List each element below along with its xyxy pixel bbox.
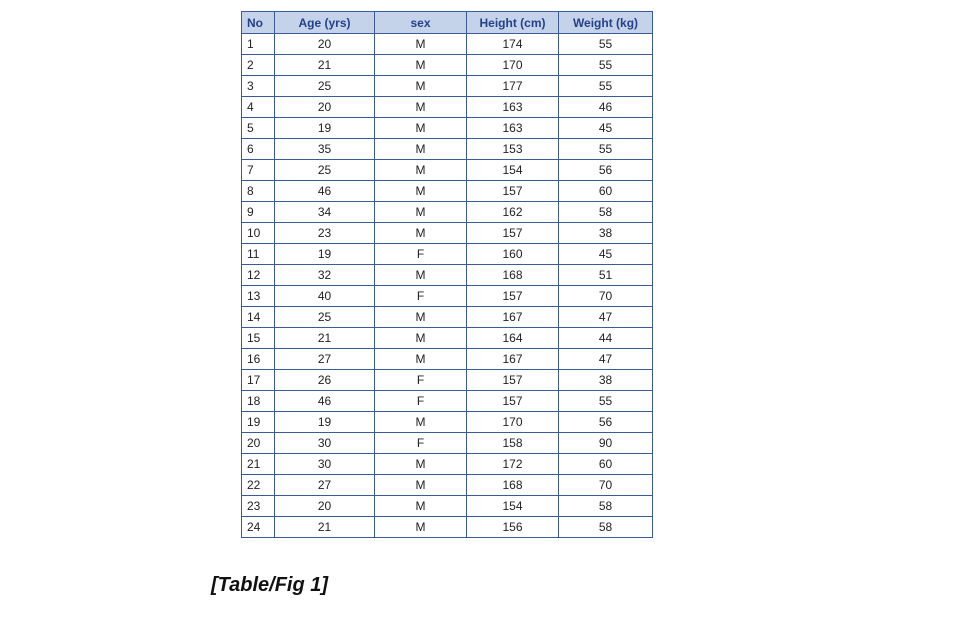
cell-height: 156 — [467, 517, 559, 538]
cell-age: 27 — [275, 475, 375, 496]
cell-height: 177 — [467, 76, 559, 97]
cell-height: 158 — [467, 433, 559, 454]
table-row — [242, 181, 653, 202]
cell-sex: M — [375, 160, 467, 181]
cell-no: 21 — [242, 454, 275, 475]
cell-weight: 45 — [559, 118, 653, 139]
table-row — [242, 433, 653, 454]
header-height: Height (cm) — [467, 12, 559, 34]
table-row — [242, 412, 653, 433]
cell-weight: 58 — [559, 517, 653, 538]
cell-no: 23 — [242, 496, 275, 517]
table-row — [242, 349, 653, 370]
cell-no: 11 — [242, 244, 275, 265]
cell-weight: 55 — [559, 76, 653, 97]
cell-sex: M — [375, 118, 467, 139]
table-row — [242, 370, 653, 391]
cell-height: 170 — [467, 412, 559, 433]
table-row — [242, 286, 653, 307]
table-header — [242, 12, 653, 34]
cell-age: 25 — [275, 307, 375, 328]
cell-height: 163 — [467, 118, 559, 139]
table-row — [242, 475, 653, 496]
cell-sex: M — [375, 139, 467, 160]
cell-age: 23 — [275, 223, 375, 244]
cell-no: 13 — [242, 286, 275, 307]
cell-no: 5 — [242, 118, 275, 139]
cell-height: 168 — [467, 265, 559, 286]
cell-sex: M — [375, 454, 467, 475]
cell-height: 154 — [467, 496, 559, 517]
table-row — [242, 34, 653, 55]
cell-weight: 45 — [559, 244, 653, 265]
cell-age: 21 — [275, 55, 375, 76]
cell-no: 4 — [242, 97, 275, 118]
cell-sex: M — [375, 181, 467, 202]
cell-weight: 55 — [559, 139, 653, 160]
cell-weight: 56 — [559, 160, 653, 181]
header-row — [242, 12, 653, 34]
cell-height: 153 — [467, 139, 559, 160]
cell-height: 162 — [467, 202, 559, 223]
cell-height: 170 — [467, 55, 559, 76]
cell-weight: 51 — [559, 265, 653, 286]
cell-sex: M — [375, 34, 467, 55]
cell-height: 163 — [467, 97, 559, 118]
table-row — [242, 55, 653, 76]
cell-no: 16 — [242, 349, 275, 370]
cell-weight: 60 — [559, 454, 653, 475]
cell-sex: M — [375, 265, 467, 286]
cell-weight: 60 — [559, 181, 653, 202]
cell-no: 15 — [242, 328, 275, 349]
table-row — [242, 76, 653, 97]
cell-sex: F — [375, 286, 467, 307]
cell-weight: 55 — [559, 34, 653, 55]
cell-sex: F — [375, 244, 467, 265]
cell-sex: M — [375, 223, 467, 244]
cell-age: 35 — [275, 139, 375, 160]
cell-age: 40 — [275, 286, 375, 307]
cell-weight: 70 — [559, 286, 653, 307]
header-weight: Weight (kg) — [559, 12, 653, 34]
table-row — [242, 517, 653, 538]
cell-height: 160 — [467, 244, 559, 265]
table-row — [242, 160, 653, 181]
cell-age: 20 — [275, 496, 375, 517]
cell-sex: M — [375, 307, 467, 328]
table-row — [242, 391, 653, 412]
cell-no: 2 — [242, 55, 275, 76]
cell-height: 167 — [467, 349, 559, 370]
cell-age: 19 — [275, 412, 375, 433]
cell-weight: 90 — [559, 433, 653, 454]
cell-sex: M — [375, 349, 467, 370]
cell-sex: M — [375, 76, 467, 97]
cell-sex: M — [375, 328, 467, 349]
cell-no: 12 — [242, 265, 275, 286]
cell-age: 21 — [275, 328, 375, 349]
cell-age: 34 — [275, 202, 375, 223]
cell-weight: 55 — [559, 391, 653, 412]
cell-age: 20 — [275, 34, 375, 55]
table-row — [242, 223, 653, 244]
cell-weight: 47 — [559, 307, 653, 328]
cell-weight: 38 — [559, 370, 653, 391]
cell-no: 14 — [242, 307, 275, 328]
table-body — [242, 34, 653, 538]
cell-age: 30 — [275, 433, 375, 454]
cell-no: 1 — [242, 34, 275, 55]
cell-height: 168 — [467, 475, 559, 496]
header-sex: sex — [375, 12, 467, 34]
cell-age: 46 — [275, 391, 375, 412]
cell-height: 157 — [467, 181, 559, 202]
cell-weight: 38 — [559, 223, 653, 244]
header-no: No — [242, 12, 275, 34]
cell-age: 26 — [275, 370, 375, 391]
cell-sex: M — [375, 412, 467, 433]
cell-no: 22 — [242, 475, 275, 496]
cell-age: 32 — [275, 265, 375, 286]
cell-age: 19 — [275, 118, 375, 139]
cell-sex: F — [375, 391, 467, 412]
cell-no: 9 — [242, 202, 275, 223]
cell-no: 8 — [242, 181, 275, 202]
cell-weight: 55 — [559, 55, 653, 76]
cell-age: 25 — [275, 76, 375, 97]
cell-sex: F — [375, 370, 467, 391]
cell-age: 21 — [275, 517, 375, 538]
table-row — [242, 97, 653, 118]
table-row — [242, 307, 653, 328]
cell-age: 30 — [275, 454, 375, 475]
cell-age: 19 — [275, 244, 375, 265]
table-row — [242, 118, 653, 139]
table-row — [242, 139, 653, 160]
cell-no: 17 — [242, 370, 275, 391]
cell-no: 10 — [242, 223, 275, 244]
cell-sex: M — [375, 202, 467, 223]
cell-height: 164 — [467, 328, 559, 349]
cell-weight: 58 — [559, 496, 653, 517]
cell-no: 7 — [242, 160, 275, 181]
cell-weight: 56 — [559, 412, 653, 433]
table-row — [242, 265, 653, 286]
cell-age: 25 — [275, 160, 375, 181]
cell-no: 3 — [242, 76, 275, 97]
cell-no: 20 — [242, 433, 275, 454]
cell-sex: M — [375, 97, 467, 118]
cell-no: 6 — [242, 139, 275, 160]
cell-weight: 58 — [559, 202, 653, 223]
cell-height: 157 — [467, 391, 559, 412]
cell-height: 157 — [467, 370, 559, 391]
table-row — [242, 496, 653, 517]
cell-height: 167 — [467, 307, 559, 328]
cell-height: 154 — [467, 160, 559, 181]
cell-sex: M — [375, 475, 467, 496]
cell-sex: M — [375, 55, 467, 76]
cell-sex: M — [375, 517, 467, 538]
cell-weight: 47 — [559, 349, 653, 370]
cell-age: 27 — [275, 349, 375, 370]
header-age: Age (yrs) — [275, 12, 375, 34]
table-row — [242, 454, 653, 475]
cell-weight: 44 — [559, 328, 653, 349]
figure-caption: [Table/Fig 1] — [211, 574, 329, 596]
cell-no: 24 — [242, 517, 275, 538]
cell-no: 18 — [242, 391, 275, 412]
cell-height: 157 — [467, 223, 559, 244]
cell-height: 157 — [467, 286, 559, 307]
cell-height: 172 — [467, 454, 559, 475]
cell-age: 20 — [275, 97, 375, 118]
table-row — [242, 328, 653, 349]
cell-height: 174 — [467, 34, 559, 55]
cell-weight: 46 — [559, 97, 653, 118]
cell-sex: M — [375, 496, 467, 517]
cell-no: 19 — [242, 412, 275, 433]
table-row — [242, 244, 653, 265]
data-table — [241, 11, 653, 538]
cell-weight: 70 — [559, 475, 653, 496]
cell-age: 46 — [275, 181, 375, 202]
cell-sex: F — [375, 433, 467, 454]
table-row — [242, 202, 653, 223]
